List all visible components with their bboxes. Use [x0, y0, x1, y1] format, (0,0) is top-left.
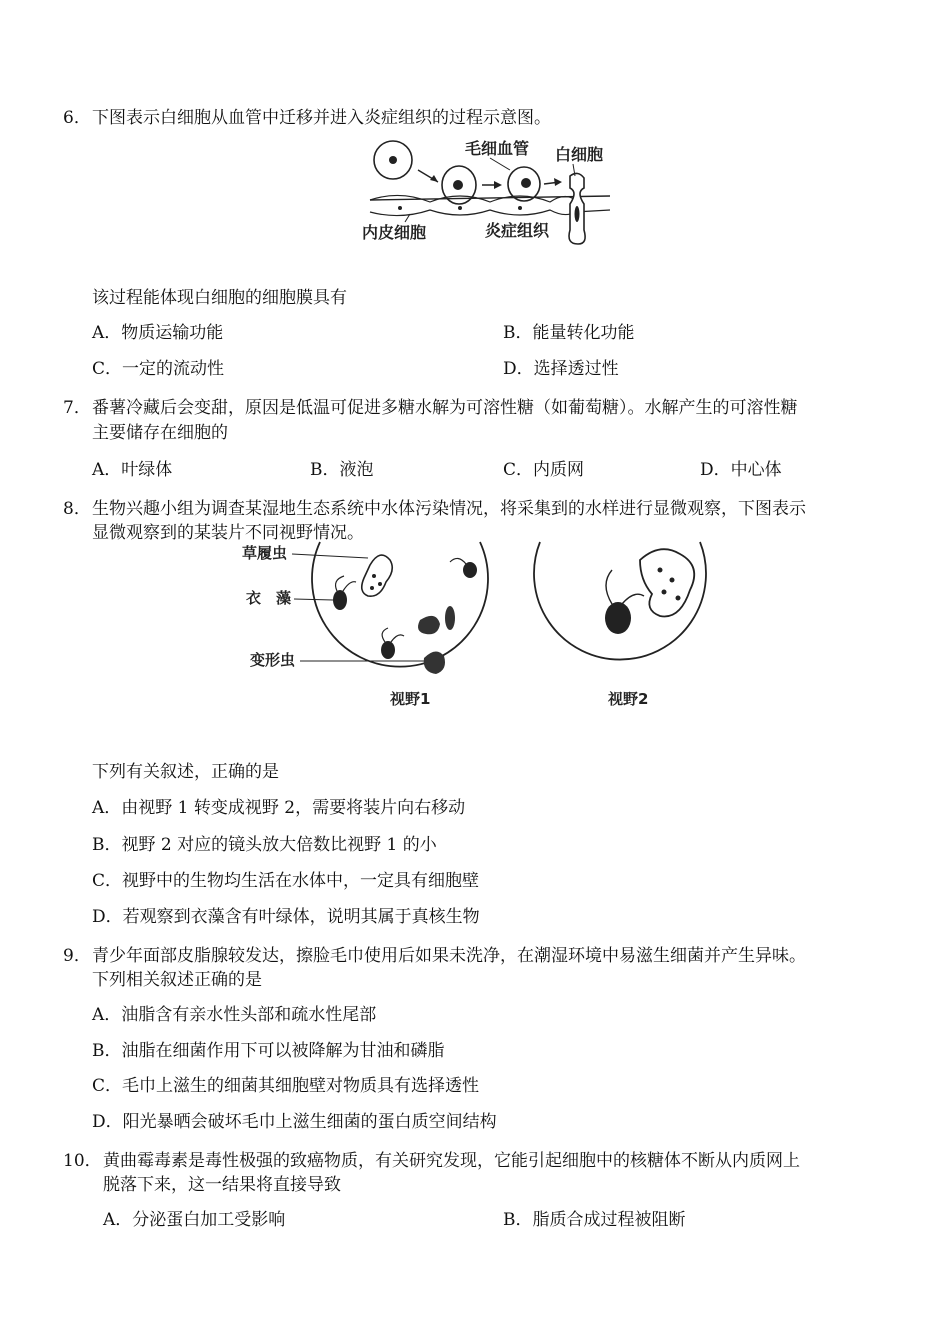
q6-option-d[interactable]: D．选择透过性	[503, 359, 619, 379]
chlamydomonas-view1-a	[333, 590, 347, 610]
microscope-views-figure	[240, 540, 720, 715]
q6-option-b[interactable]: B．能量转化功能	[503, 323, 635, 343]
q6-stem: 下图表示白细胞从血管中迁移并进入炎症组织的过程示意图。	[92, 108, 551, 128]
label-view1: 视野1	[390, 690, 431, 708]
q8-option-a[interactable]: A．由视野 1 转变成视野 2，需要将装片向右移动	[92, 798, 466, 818]
q10-stem-line2: 脱落下来，这一结果将直接导致	[103, 1175, 341, 1195]
q7-stem-line1: 番薯冷藏后会变甜，原因是低温可促进多糖水解为可溶性糖（如葡萄糖）。水解产生的可溶性糖	[92, 398, 798, 418]
leukocyte-migration-figure	[360, 130, 620, 250]
q8-option-c[interactable]: C．视野中的生物均生活在水体中，一定具有细胞壁	[92, 871, 480, 891]
chlamydomonas-view1-c	[463, 562, 477, 578]
q9-stem-line1: 青少年面部皮脂腺较发达，擦脸毛巾使用后如果未洗净，在潮湿环境中易滋生细菌并产生异味。	[92, 946, 806, 966]
label-leukocyte: 白细胞	[555, 145, 604, 164]
q7-option-d[interactable]: D．中心体	[700, 460, 782, 480]
q6-option-a[interactable]: A．物质运输功能	[92, 323, 224, 343]
q10-stem-line1: 黄曲霉毒素是毒性极强的致癌物质，有关研究发现，它能引起细胞中的核糖体不断从内质网上	[103, 1151, 800, 1171]
label-capillary: 毛细血管	[465, 139, 530, 158]
q6-prompt: 该过程能体现白细胞的细胞膜具有	[92, 288, 347, 308]
q6-number: 6．	[63, 108, 91, 128]
q9-option-a[interactable]: A．油脂含有亲水性头部和疏水性尾部	[92, 1005, 377, 1025]
label-endothelium: 内皮细胞	[362, 223, 427, 242]
q8-stem-line2: 显微观察到的某装片不同视野情况。	[92, 523, 364, 543]
q7-stem-line2: 主要储存在细胞的	[92, 423, 228, 443]
amoeba-blob	[418, 616, 440, 634]
chlamydomonas-view1-b	[381, 641, 395, 659]
q9-number: 9．	[63, 946, 91, 966]
label-chlamydomonas: 衣 藻	[246, 589, 292, 607]
label-inflamed-tissue: 炎症组织	[485, 221, 550, 240]
q9-option-d[interactable]: D．阳光暴晒会破坏毛巾上滋生细菌的蛋白质空间结构	[92, 1112, 497, 1132]
q7-option-b[interactable]: B．液泡	[310, 460, 374, 480]
q8-option-d[interactable]: D．若观察到衣藻含有叶绿体，说明其属于真核生物	[92, 907, 480, 927]
q9-option-c[interactable]: C．毛巾上滋生的细菌其细胞壁对物质具有选择透性	[92, 1076, 480, 1096]
q8-option-b[interactable]: B．视野 2 对应的镜头放大倍数比视野 1 的小	[92, 835, 437, 855]
q9-option-b[interactable]: B．油脂在细菌作用下可以被降解为甘油和磷脂	[92, 1041, 445, 1061]
q8-number: 8．	[63, 499, 91, 519]
q7-option-c[interactable]: C．内质网	[503, 460, 585, 480]
amoeba-view1	[424, 651, 445, 674]
q8-prompt: 下列有关叙述，正确的是	[92, 762, 279, 782]
q10-number: 10．	[63, 1151, 102, 1171]
label-view2: 视野2	[608, 690, 649, 708]
paramecium-view1	[362, 555, 393, 596]
q6-option-c[interactable]: C．一定的流动性	[92, 359, 225, 379]
chlamydomonas-view2	[605, 602, 631, 634]
q10-option-a[interactable]: A．分泌蛋白加工受影响	[103, 1210, 286, 1230]
label-paramecium: 草履虫	[242, 544, 288, 562]
q9-stem-line2: 下列相关叙述正确的是	[92, 970, 262, 990]
q10-option-b[interactable]: B．脂质合成过程被阻断	[503, 1210, 686, 1230]
q7-option-a[interactable]: A．叶绿体	[92, 460, 173, 480]
q8-stem-line1: 生物兴趣小组为调查某湿地生态系统中水体污染情况，将采集到的水样进行显微观察，下图表示	[92, 499, 806, 519]
label-amoeba: 变形虫	[250, 651, 296, 669]
q7-number: 7．	[63, 398, 91, 418]
paramecium-view2	[640, 549, 694, 616]
